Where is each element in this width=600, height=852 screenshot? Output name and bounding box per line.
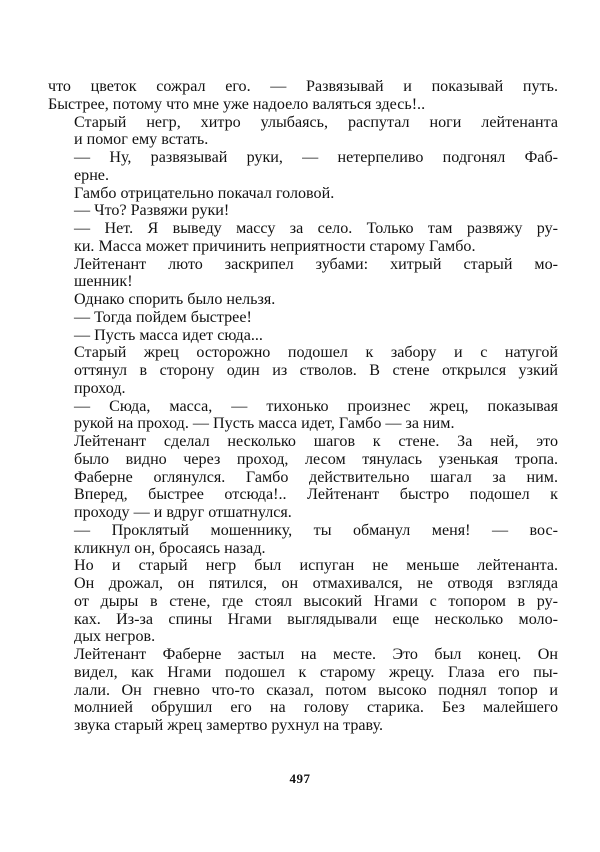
text-line: Лейтенант сделал несколько шагов к стене. За ней, это <box>74 433 558 450</box>
text-line: — Ну, развязывай руки, — нетерпеливо подгонял Фаб- <box>74 149 558 166</box>
text-line: видел, как Нгами подошел к старому жрецу. Глаза его пы- <box>74 663 558 681</box>
text-line: проход. <box>74 379 126 397</box>
text-line: молнией обрушил его на голову старика. Без малейшего <box>74 699 558 717</box>
text-line: Вперед, быстрее отсюда!.. Лейтенант быстро подошел к <box>74 486 558 504</box>
paragraph <box>48 309 558 327</box>
text-line: шенник! <box>74 273 133 291</box>
paragraph <box>48 256 558 292</box>
body-text <box>48 78 558 735</box>
text-line: — Нет. Я выведу массу за село. Только там развяжу ру- <box>74 220 558 237</box>
text-line: Старый негр, хитро улыбаясь, распутал ноги лейтенанта <box>74 113 558 131</box>
text-line: рукой на проход. — Пусть масса идет, Гамбо — за ним. <box>74 415 455 433</box>
text-line: Гамбо отрицательно покачал головой. <box>74 184 335 202</box>
text-line: от дыры в стене, где стоял высокий Нгами с топором в ру- <box>74 592 558 610</box>
text-line: ерне. <box>74 166 109 184</box>
text-line: Фаберне оглянулся. Гамбо действительно шагал за ним. <box>74 468 558 486</box>
text-line: ках. Из-за спины Нгами выглядывали еще несколько моло- <box>74 610 558 628</box>
text-line: — Сюда, масса, — тихонько произнес жрец, показывая <box>74 397 558 415</box>
text-line: — Что? Развяжи руки! <box>74 202 230 220</box>
paragraph <box>48 291 558 309</box>
text-line: Однако спорить было нельзя. <box>74 291 276 308</box>
text-line: — Пусть масса идет сюда... <box>74 326 263 344</box>
text-line: Но и старый негр был испуган не меньше лейтенанта. <box>74 557 558 575</box>
text-line: дых негров. <box>74 628 156 646</box>
paragraph <box>48 220 558 256</box>
text-line: что цветок сожрал его. — Развязывай и показывай путь. <box>48 78 558 95</box>
text-line: оттянул в сторону один из стволов. В стене открылся узкий <box>74 362 558 379</box>
paragraph <box>48 149 558 185</box>
text-line: кликнул он, бросаясь назад. <box>74 539 266 557</box>
paragraph <box>48 522 558 558</box>
paragraph <box>48 114 558 150</box>
text-line: ки. Масса может причинить неприятности старому Гамбо. <box>74 237 476 255</box>
paragraph <box>48 646 558 735</box>
paragraph <box>48 433 558 522</box>
page-number: 497 <box>289 771 311 786</box>
paragraph <box>48 185 558 203</box>
paragraph <box>48 78 558 114</box>
paragraph <box>48 202 558 220</box>
text-line: Старый жрец осторожно подошел к забору и с натугой <box>74 344 558 362</box>
text-line: было видно через проход, лесом тянулась узенькая тропа. <box>74 450 558 468</box>
text-line: проходу — и вдруг отшатнулся. <box>74 504 292 521</box>
text-line: Лейтенант Фаберне застыл на месте. Это был конец. Он <box>74 646 558 663</box>
text-line: звука старый жрец замертво рухнул на траву. <box>74 717 384 734</box>
paragraph <box>48 344 558 397</box>
text-line: Он дрожал, он пятился, он отмахивался, не отводя взгляда <box>74 575 558 592</box>
text-line: и помог ему встать. <box>74 131 209 149</box>
text-line: Лейтенант люто заскрипел зубами: хитрый старый мо- <box>74 255 558 273</box>
paragraph <box>48 557 558 646</box>
paragraph <box>48 327 558 345</box>
text-line: — Проклятый мошеннику, ты обманул меня! — вос- <box>74 521 558 539</box>
text-line: — Тогда пойдем быстрее! <box>74 308 252 326</box>
text-line: Быстрее, потому что мне уже надоело валяться здесь!.. <box>48 95 426 113</box>
paragraph <box>48 398 558 434</box>
text-line: лали. Он гневно что-то сказал, потом высоко поднял топор и <box>74 681 558 699</box>
